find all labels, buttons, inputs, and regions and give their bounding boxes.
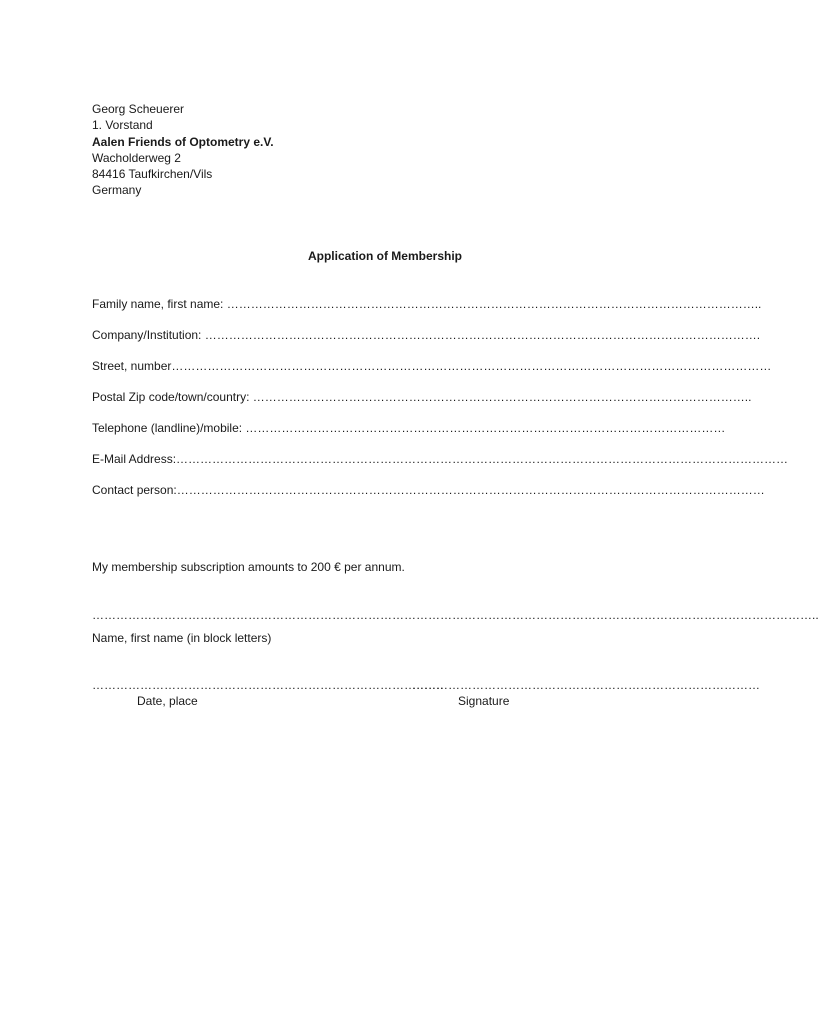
recipient-position: 1. Vorstand	[92, 118, 153, 133]
recipient-address	[92, 101, 274, 199]
name-caption: Name, first name (in block letters)	[92, 631, 272, 645]
subscription-statement: My membership subscription amounts to 200 € per annum.	[92, 560, 405, 574]
recipient-street: Wacholderweg 2	[92, 150, 181, 165]
contact-person-field[interactable]: Contact person:…………………………………………………………………………………………………………………………………	[92, 483, 765, 497]
street-field[interactable]: Street, number……………………………………………………………………………………………………………………………………	[92, 359, 772, 373]
date-place-caption: Date, place	[137, 694, 198, 708]
recipient-country: Germany	[92, 183, 142, 198]
recipient-organization: Aalen Friends of Optometry e.V.	[92, 134, 274, 149]
name-signature-line[interactable]: ………………………………………………………………………………………………………………………………………………………………..	[92, 608, 819, 622]
date-place-line[interactable]: …………………………………………………………………………….	[92, 678, 444, 692]
email-field[interactable]: E-Mail Address:………………………………………………………………………………………………………………………………………	[92, 452, 789, 466]
family-name-field[interactable]: Family name, first name: ……………………………………………………………………………………………………………………..	[92, 297, 762, 311]
company-field[interactable]: Company/Institution: ………………………………………………………………………………………………………………………….	[92, 328, 761, 342]
signature-caption: Signature	[458, 694, 510, 708]
recipient-name: Georg Scheuerer	[92, 102, 185, 116]
telephone-field[interactable]: Telephone (landline)/mobile: …………………………………………………………………………………………………………	[92, 421, 726, 435]
recipient-city: 84416 Taufkirchen/Vils	[92, 167, 213, 182]
postal-field[interactable]: Postal Zip code/town/country: ……………………………………………………………………………………………………………..	[92, 390, 752, 404]
signature-line[interactable]: ……………………………………………………………………………	[412, 678, 760, 692]
form-title: Application of Membership	[307, 249, 462, 263]
